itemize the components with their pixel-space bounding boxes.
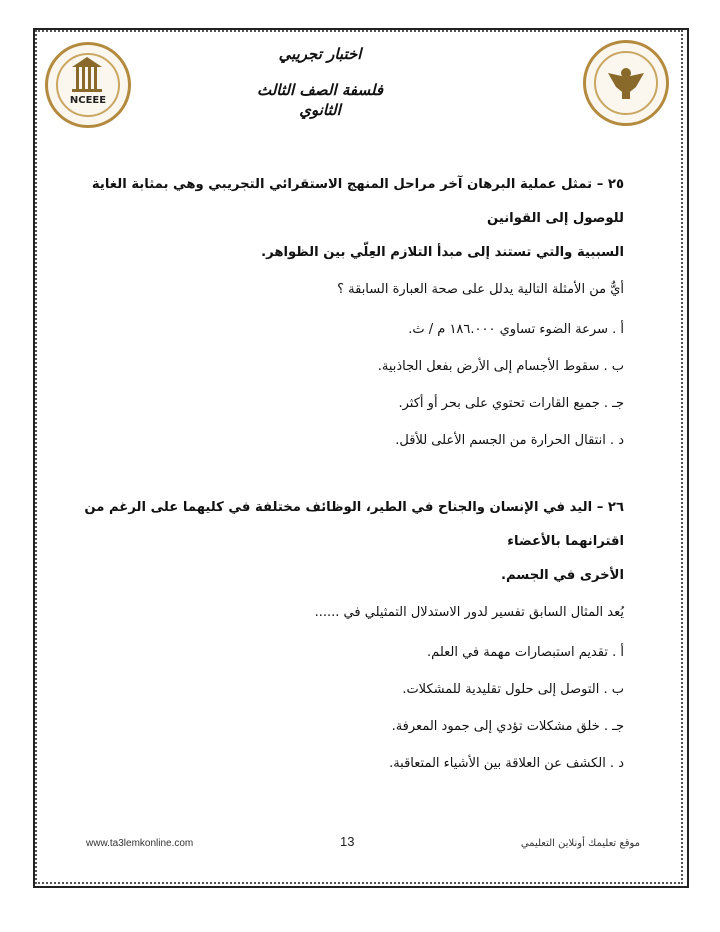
answer-option: أ . تقديم استبصارات مهمة في العلم. xyxy=(427,645,624,660)
ministry-eagle-seal-icon xyxy=(583,40,669,126)
footer-site-name: موقع تعليمك أونلاين التعليمي xyxy=(520,838,640,849)
footer-url[interactable]: www.ta3lemkonline.com xyxy=(86,838,194,849)
seal-columns-icon xyxy=(48,45,128,125)
exam-subtitle: فلسفة الصف الثالث الثانوي xyxy=(257,81,383,119)
answer-option: ب . التوصل إلى حلول تقليدية للمشكلات. xyxy=(402,682,624,697)
page-number: 13 xyxy=(340,834,355,849)
eagle-icon xyxy=(586,43,666,123)
question-25 xyxy=(64,168,624,451)
answer-option: ب . سقوط الأجسام إلى الأرض بفعل الجاذبية. xyxy=(377,359,624,374)
answer-option: أ . سرعة الضوء تساوي ١٨٦.٠٠٠ م / ث. xyxy=(408,322,624,337)
questions-area xyxy=(64,168,624,774)
question-prompt: أيٌّ من الأمثلة التالية يدلل على صحة العبارة السابقة ؟ xyxy=(337,282,624,297)
answer-option: د . انتقال الحرارة من الجسم الأعلى للأقل. xyxy=(395,433,624,448)
question-gap xyxy=(64,451,624,491)
answer-option: د . الكشف عن العلاقة بين الأشياء المتعاقبة. xyxy=(389,756,624,771)
logo-label: NCEEE xyxy=(69,95,107,106)
question-26 xyxy=(64,491,624,774)
question-stem: ٢٦ – اليد في الإنسان والجناح في الطير، الوظائف مختلفة في كليهما على الرغم من اقترانهما بالأعضاء xyxy=(84,500,624,549)
nceee-seal-icon xyxy=(45,42,131,128)
answer-option: جـ . خلق مشكلات تؤدي إلى جمود المعرفة. xyxy=(391,719,624,734)
question-stem: ٢٥ – تمثل عملية البرهان آخر مراحل المنهج الاستقرائي التجريبي وهي بمثابة الغاية للوصول إلى القوانين xyxy=(91,177,624,226)
question-prompt: يُعد المثال السابق تفسير لدور الاستدلال التمثيلي في ...... xyxy=(314,605,624,620)
question-stem: الأخرى في الجسم. xyxy=(500,568,624,583)
answer-option: جـ . جميع القارات تحتوي على بحر أو أكثر. xyxy=(398,396,624,411)
exam-title: اختبار تجريبي xyxy=(278,45,362,63)
question-stem: السببية والتي تستند إلى مبدأ التلازم العِلّي بين الظواهر. xyxy=(261,245,624,260)
